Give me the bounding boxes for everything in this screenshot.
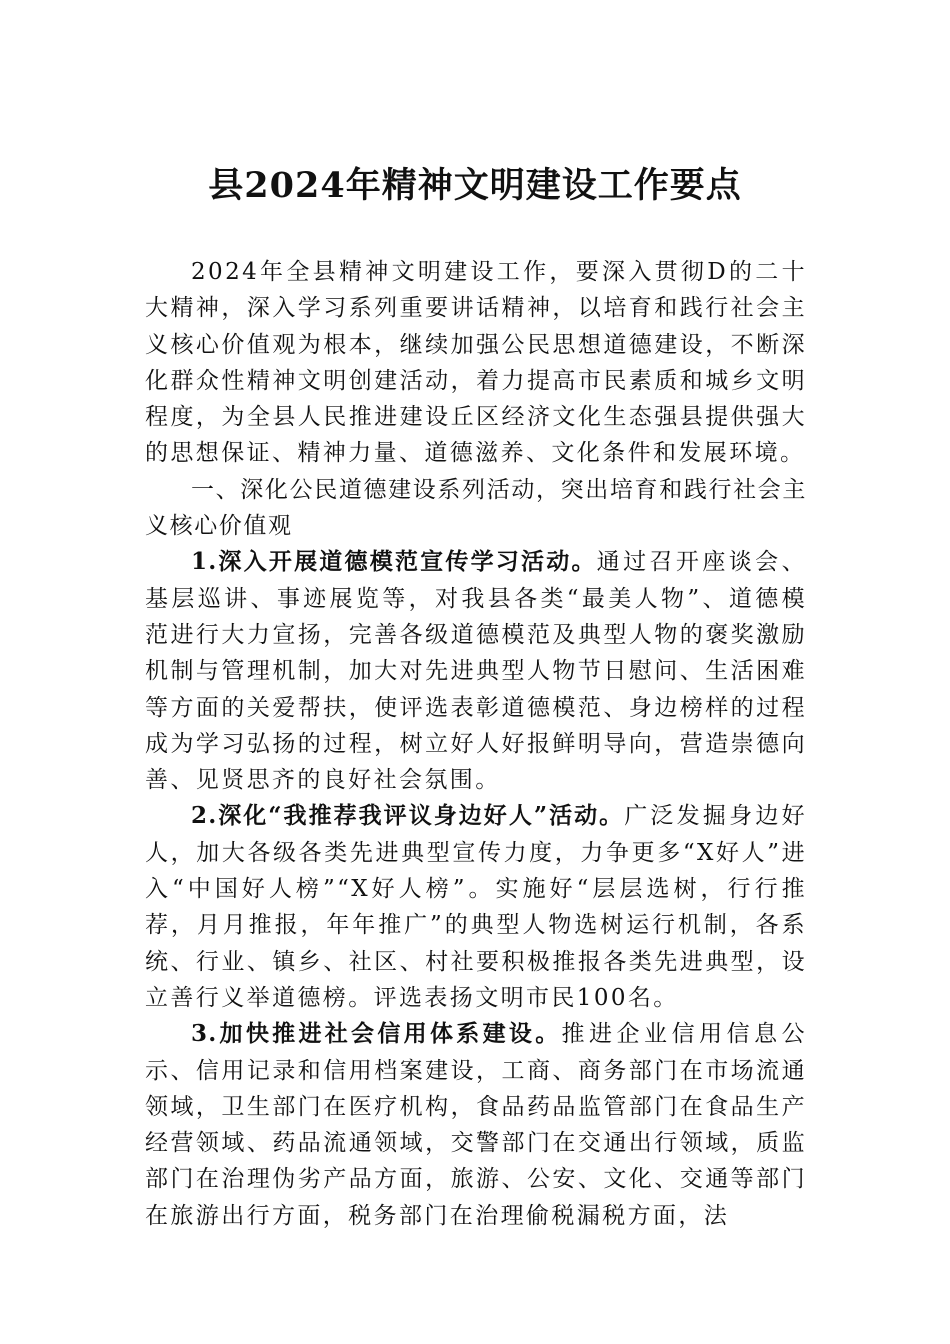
item-text-2: 广泛发掘身边好人，加大各级各类先进典型宣传力度，力争更多“X好人”进入“中国好人榜”“X好人榜”。实施好“层层选树，行行推荐，月月推报，年年推广”的典型人物选树运行机制，各系统、行业、镇乡、社区、村社要积极推报各类先进典型，设立善行义举道德榜。评选表扬文明市民100名。 <box>145 803 807 1011</box>
item-lead-3: 3.加快推进社会信用体系建设。 <box>191 1020 562 1048</box>
section-heading-1: 一、深化公民道德建设系列活动，突出培育和践行社会主义核心价值观 <box>145 476 807 540</box>
document-body <box>145 254 807 1234</box>
intro-paragraph: 2024年全县精神文明建设工作，要深入贯彻D的二十大精神，深入学习系列重要讲话精神，以培育和践行社会主义核心价值观为根本，继续加强公民思想道德建设，不断深化群众性精神文明创建活动，着力提高市民素质和城乡文明程度，为全县人民推进建设丘区经济文化生态强县提供强大的思想保证、精神力量、道德滋养、文化条件和发展环境。 <box>145 259 807 467</box>
item-text-3: 推进企业信用信息公示、信用记录和信用档案建设，工商、商务部门在市场流通领域，卫生部门在医疗机构，食品药品监管部门在食品生产经营领域、药品流通领域，交警部门在交通出行领域，质监部门在治理伪劣产品方面，旅游、公安、文化、交通等部门在旅游出行方面，税务部门在治理偷税漏税方面，法 <box>145 1021 807 1229</box>
item-paragraph-2 <box>145 798 807 1016</box>
document-title: 县2024年精神文明建设工作要点 <box>208 165 742 206</box>
item-paragraph-1 <box>145 544 807 798</box>
item-text-1: 通过召开座谈会、基层巡讲、事迹展览等，对我县各类“最美人物”、道德模范进行大力宣扬，完善各级道德模范及典型人物的褒奖激励机制与管理机制，加大对先进典型人物节日慰问、生活困难等方面的关爱帮扶，使评选表彰道德模范、身边榜样的过程成为学习弘扬的过程，树立好人好报鲜明导向，营造崇德向善、见贤思齐的良好社会氛围。 <box>145 549 807 794</box>
item-paragraph-3 <box>145 1016 807 1234</box>
item-lead-2: 2.深化“我推荐我评议身边好人”活动。 <box>191 802 625 830</box>
item-lead-1: 1.深入开展道德模范宣传学习活动。 <box>191 548 597 576</box>
